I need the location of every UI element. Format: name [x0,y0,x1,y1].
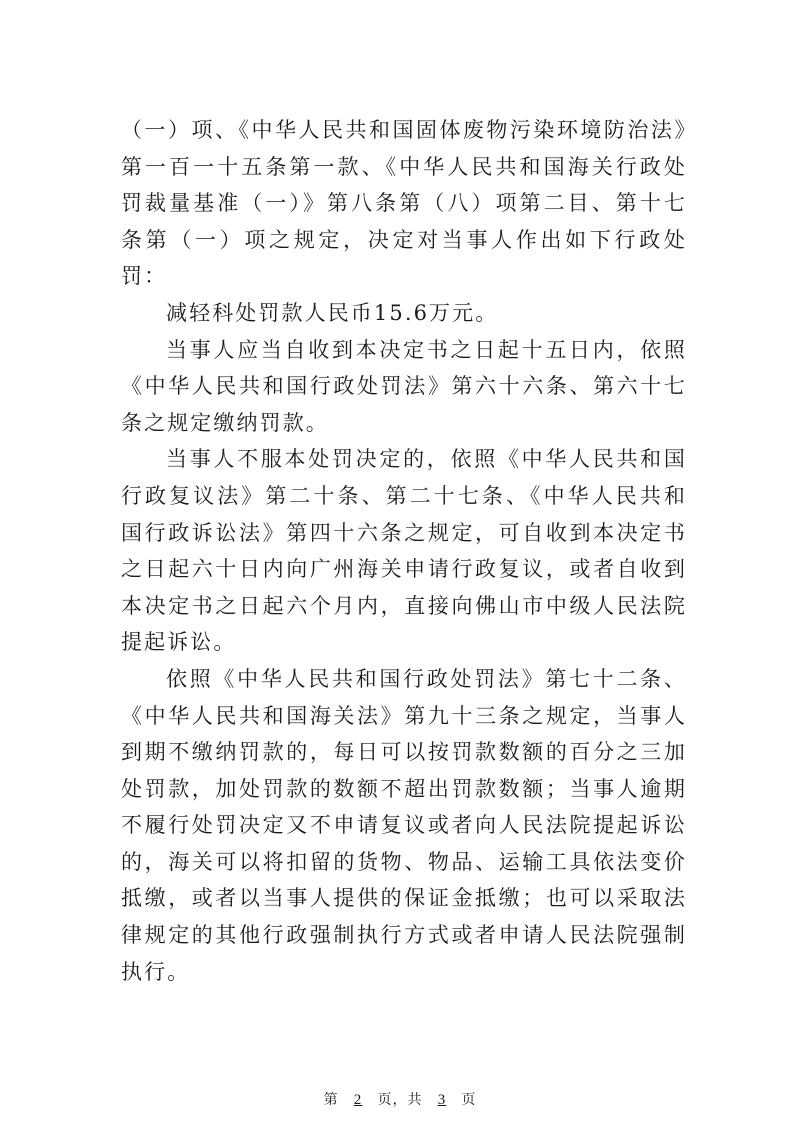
document-body [121,112,687,990]
paragraph-payment-deadline: 当事人应当自收到本决定书之日起十五日内，依照《中华人民共和国行政处罚法》第六十六条、第六十七条之规定缴纳罚款。 [121,337,687,435]
footer-prefix: 第 [323,1092,339,1108]
paragraph-enforcement: 依照《中华人民共和国行政处罚法》第七十二条、《中华人民共和国海关法》第九十三条之规定，当事人到期不缴纳罚款的，每日可以按罚款数额的百分之三加处罚款，加处罚款的数额不超出罚款数额；当事人逾期不履行处罚决定又不申请复议或者向人民法院提起诉讼的，海关可以将扣留的货物、物品、运输工具依法变价抵缴，或者以当事人提供的保证金抵缴；也可以采取法律规定的其他行政强制执行方式或者申请人民法院强制执行。 [121,666,687,984]
footer-middle: 页，共 [377,1092,423,1108]
page-footer [0,1089,800,1109]
current-page-number: 2 [353,1092,363,1108]
paragraph-penalty-basis: （一）项、《中华人民共和国固体废物污染环境防治法》第一百一十五条第一款、《中华人民共和国海关行政处罚裁量基准（一）》第八条第（八）项第二目、第十七条第（一）项之规定，决定对当事人作出如下行政处罚： [121,118,687,289]
paragraph-penalty-amount: 减轻科处罚款人民币15.6万元。 [166,300,499,325]
total-pages-number: 3 [437,1092,447,1108]
paragraph-appeal-rights: 当事人不服本处罚决定的，依照《中华人民共和国行政复议法》第二十条、第二十七条、《中华人民共和国行政诉讼法》第四十六条之规定，可自收到本决定书之日起六十日内向广州海关申请行政复议，或者自收到本决定书之日起六个月内，直接向佛山市中级人民法院提起诉讼。 [121,447,687,655]
footer-suffix: 页 [461,1092,477,1108]
